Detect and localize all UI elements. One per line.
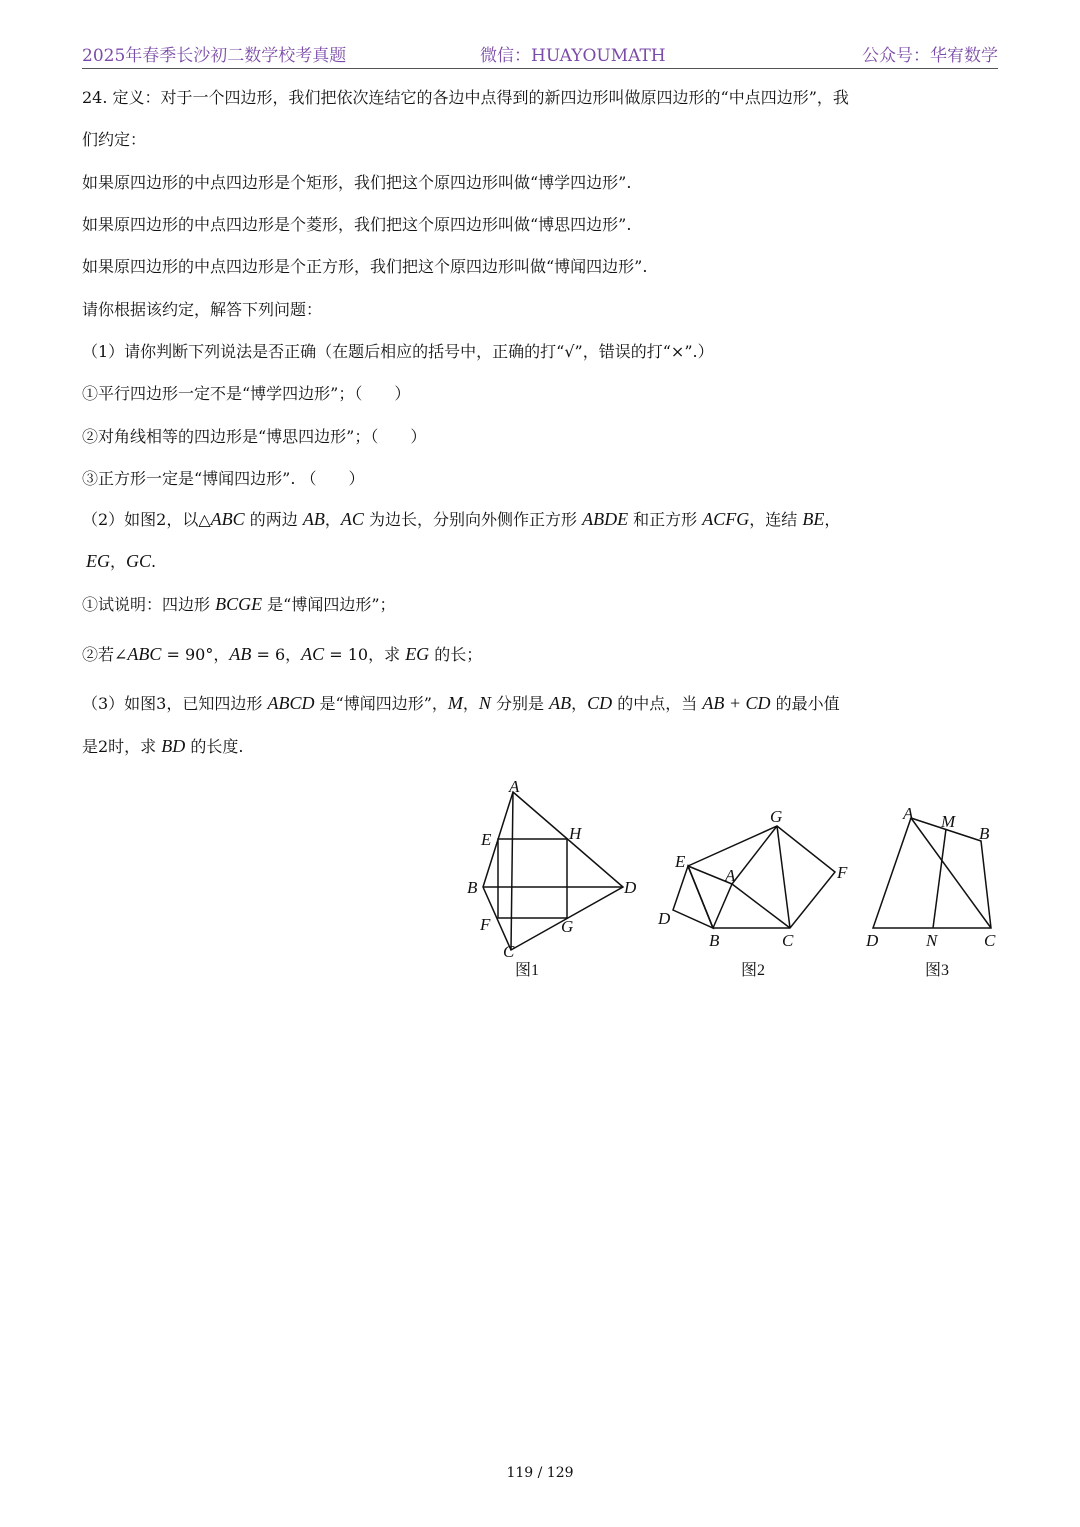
math-ab: AB <box>229 644 252 664</box>
math-ac: AC <box>301 644 325 664</box>
text-run: = 10，求 <box>324 645 406 664</box>
math-cd: CD <box>587 693 613 713</box>
segment-ag <box>732 826 777 884</box>
text-run: ， <box>571 694 588 713</box>
text-run: ， <box>110 552 127 571</box>
page-header <box>82 38 998 69</box>
figure-1 <box>460 770 650 985</box>
math-eg: EG <box>86 551 110 571</box>
text-run: . <box>151 552 157 571</box>
text-run: 和正方形 <box>628 510 703 529</box>
diagonal-ac <box>511 792 513 950</box>
text-run: 是“博闻四边形”； <box>262 595 396 614</box>
instruction-line: 请你根据该约定，解答下列问题： <box>82 300 323 319</box>
label-f: F <box>837 863 848 882</box>
text-run: ， <box>462 694 479 713</box>
math-ab: AB <box>302 509 325 529</box>
quadrilateral-abcd <box>483 792 623 950</box>
label-h: H <box>569 824 582 843</box>
part2-question-2 <box>82 642 482 665</box>
text-run: 的长； <box>429 645 483 664</box>
part1-statement-2: ②对角线相等的四边形是“博思四边形”；（ ） <box>82 427 427 446</box>
figure-3-lines <box>873 818 991 928</box>
definition-boxue: 如果原四边形的中点四边形是个矩形，我们把这个原四边形叫做“博学四边形”. <box>82 173 632 192</box>
page-number: 119 / 129 <box>506 1465 574 1481</box>
math-ac: AC <box>340 509 364 529</box>
part1-statement-1: ①平行四边形一定不是“博学四边形”；（ ） <box>82 384 411 403</box>
figure-2-lines <box>673 826 835 928</box>
text-run: 为边长，分别向外侧作正方形 <box>363 510 583 529</box>
text-run: ， <box>824 510 841 529</box>
text-run: 的长度. <box>185 737 244 756</box>
text-run: 是“博闻四边形”， <box>314 694 448 713</box>
square-abde-part <box>673 866 713 928</box>
math-bd: BD <box>161 736 186 756</box>
math-bcge: BCGE <box>215 594 263 614</box>
figure-1-lines <box>483 792 623 950</box>
definition-bowen: 如果原四边形的中点四边形是个正方形，我们把这个原四边形叫做“博闻四边形”. <box>82 257 648 276</box>
text-run: 分别是 <box>490 694 550 713</box>
segment-ac <box>732 884 790 928</box>
segment-gc <box>777 826 790 928</box>
text-run: ②若∠ <box>82 645 128 664</box>
label-d: D <box>866 931 879 950</box>
figure-3-caption: 图3 <box>925 962 950 979</box>
header-official-account: 公众号：华宥数学 <box>862 46 998 66</box>
part2-prompt-line2 <box>86 549 156 572</box>
label-e: E <box>675 852 686 871</box>
part3-prompt <box>82 691 840 714</box>
text-run: 的两边 <box>244 510 303 529</box>
label-b: B <box>467 878 478 897</box>
text-run: （2）如图2，以△ <box>82 510 211 529</box>
part2-question-1 <box>82 592 396 615</box>
label-n: N <box>926 931 938 950</box>
label-b: B <box>709 931 720 950</box>
text-run: = 90°， <box>161 645 230 664</box>
polygon-outline <box>688 826 835 928</box>
segment-ab <box>713 884 732 928</box>
header-exam-title: 2025年春季长沙初二数学校考真题 <box>82 46 347 66</box>
label-m: M <box>941 812 956 831</box>
label-a: A <box>509 777 520 796</box>
label-a: A <box>725 866 736 885</box>
segment-mn <box>933 829 946 928</box>
part1-statement-3: ③正方形一定是“博闻四边形”. （ ） <box>82 469 365 488</box>
text-run: 的最小值 <box>770 694 840 713</box>
math-ab: AB <box>549 693 572 713</box>
label-c: C <box>503 942 515 961</box>
text-run: （3）如图3，已知四边形 <box>82 694 268 713</box>
label-a: A <box>903 804 914 823</box>
figure-2-caption: 图2 <box>741 962 766 979</box>
label-g: G <box>770 807 783 826</box>
text-run: = 6， <box>251 645 302 664</box>
figure-3 <box>860 795 1010 985</box>
label-g: G <box>561 917 574 936</box>
label-d: D <box>624 878 637 897</box>
part2-prompt <box>82 507 840 530</box>
math-be: BE <box>802 509 825 529</box>
text-run: ①试说明：四边形 <box>82 595 216 614</box>
label-f: F <box>480 915 491 934</box>
text-run: ， <box>324 510 341 529</box>
part1-prompt: （1）请你判断下列说法是否正确（在题后相应的括号中，正确的打“√”，错误的打“×”.） <box>82 342 714 361</box>
math-abcd: ABCD <box>267 693 315 713</box>
math-abc: ABC <box>127 644 162 664</box>
label-c: C <box>782 931 794 950</box>
math-ab-plus-cd: AB + CD <box>702 693 771 713</box>
label-d: D <box>658 909 671 928</box>
math-abde: ABDE <box>582 509 629 529</box>
header-wechat: 微信：HUAYOUMATH <box>480 46 666 66</box>
midpoint-rectangle-efgh <box>498 839 567 918</box>
text-run: ，连结 <box>749 510 803 529</box>
label-c: C <box>984 931 996 950</box>
figure-2 <box>655 800 855 985</box>
part3-prompt-line2 <box>82 734 243 757</box>
problem-intro-line1: 24. 定义：对于一个四边形，我们把依次连结它的各边中点得到的新四边形叫做原四边形的“中点四边形”，我 <box>82 88 849 107</box>
math-abc: ABC <box>210 509 245 529</box>
definition-bosi: 如果原四边形的中点四边形是个菱形，我们把这个原四边形叫做“博思四边形”. <box>82 215 632 234</box>
label-b: B <box>979 824 990 843</box>
math-gc: GC <box>126 551 152 571</box>
text-run: 的中点，当 <box>612 694 703 713</box>
quadrilateral-abcd <box>873 818 991 928</box>
label-e: E <box>481 830 492 849</box>
math-m: M <box>447 693 463 713</box>
math-n: N <box>478 693 491 713</box>
math-eg: EG <box>405 644 430 664</box>
text-run: 是2时，求 <box>82 737 162 756</box>
math-acfg: ACFG <box>702 509 750 529</box>
figure-1-caption: 图1 <box>515 962 540 979</box>
problem-intro-line2: 们约定： <box>82 130 147 149</box>
